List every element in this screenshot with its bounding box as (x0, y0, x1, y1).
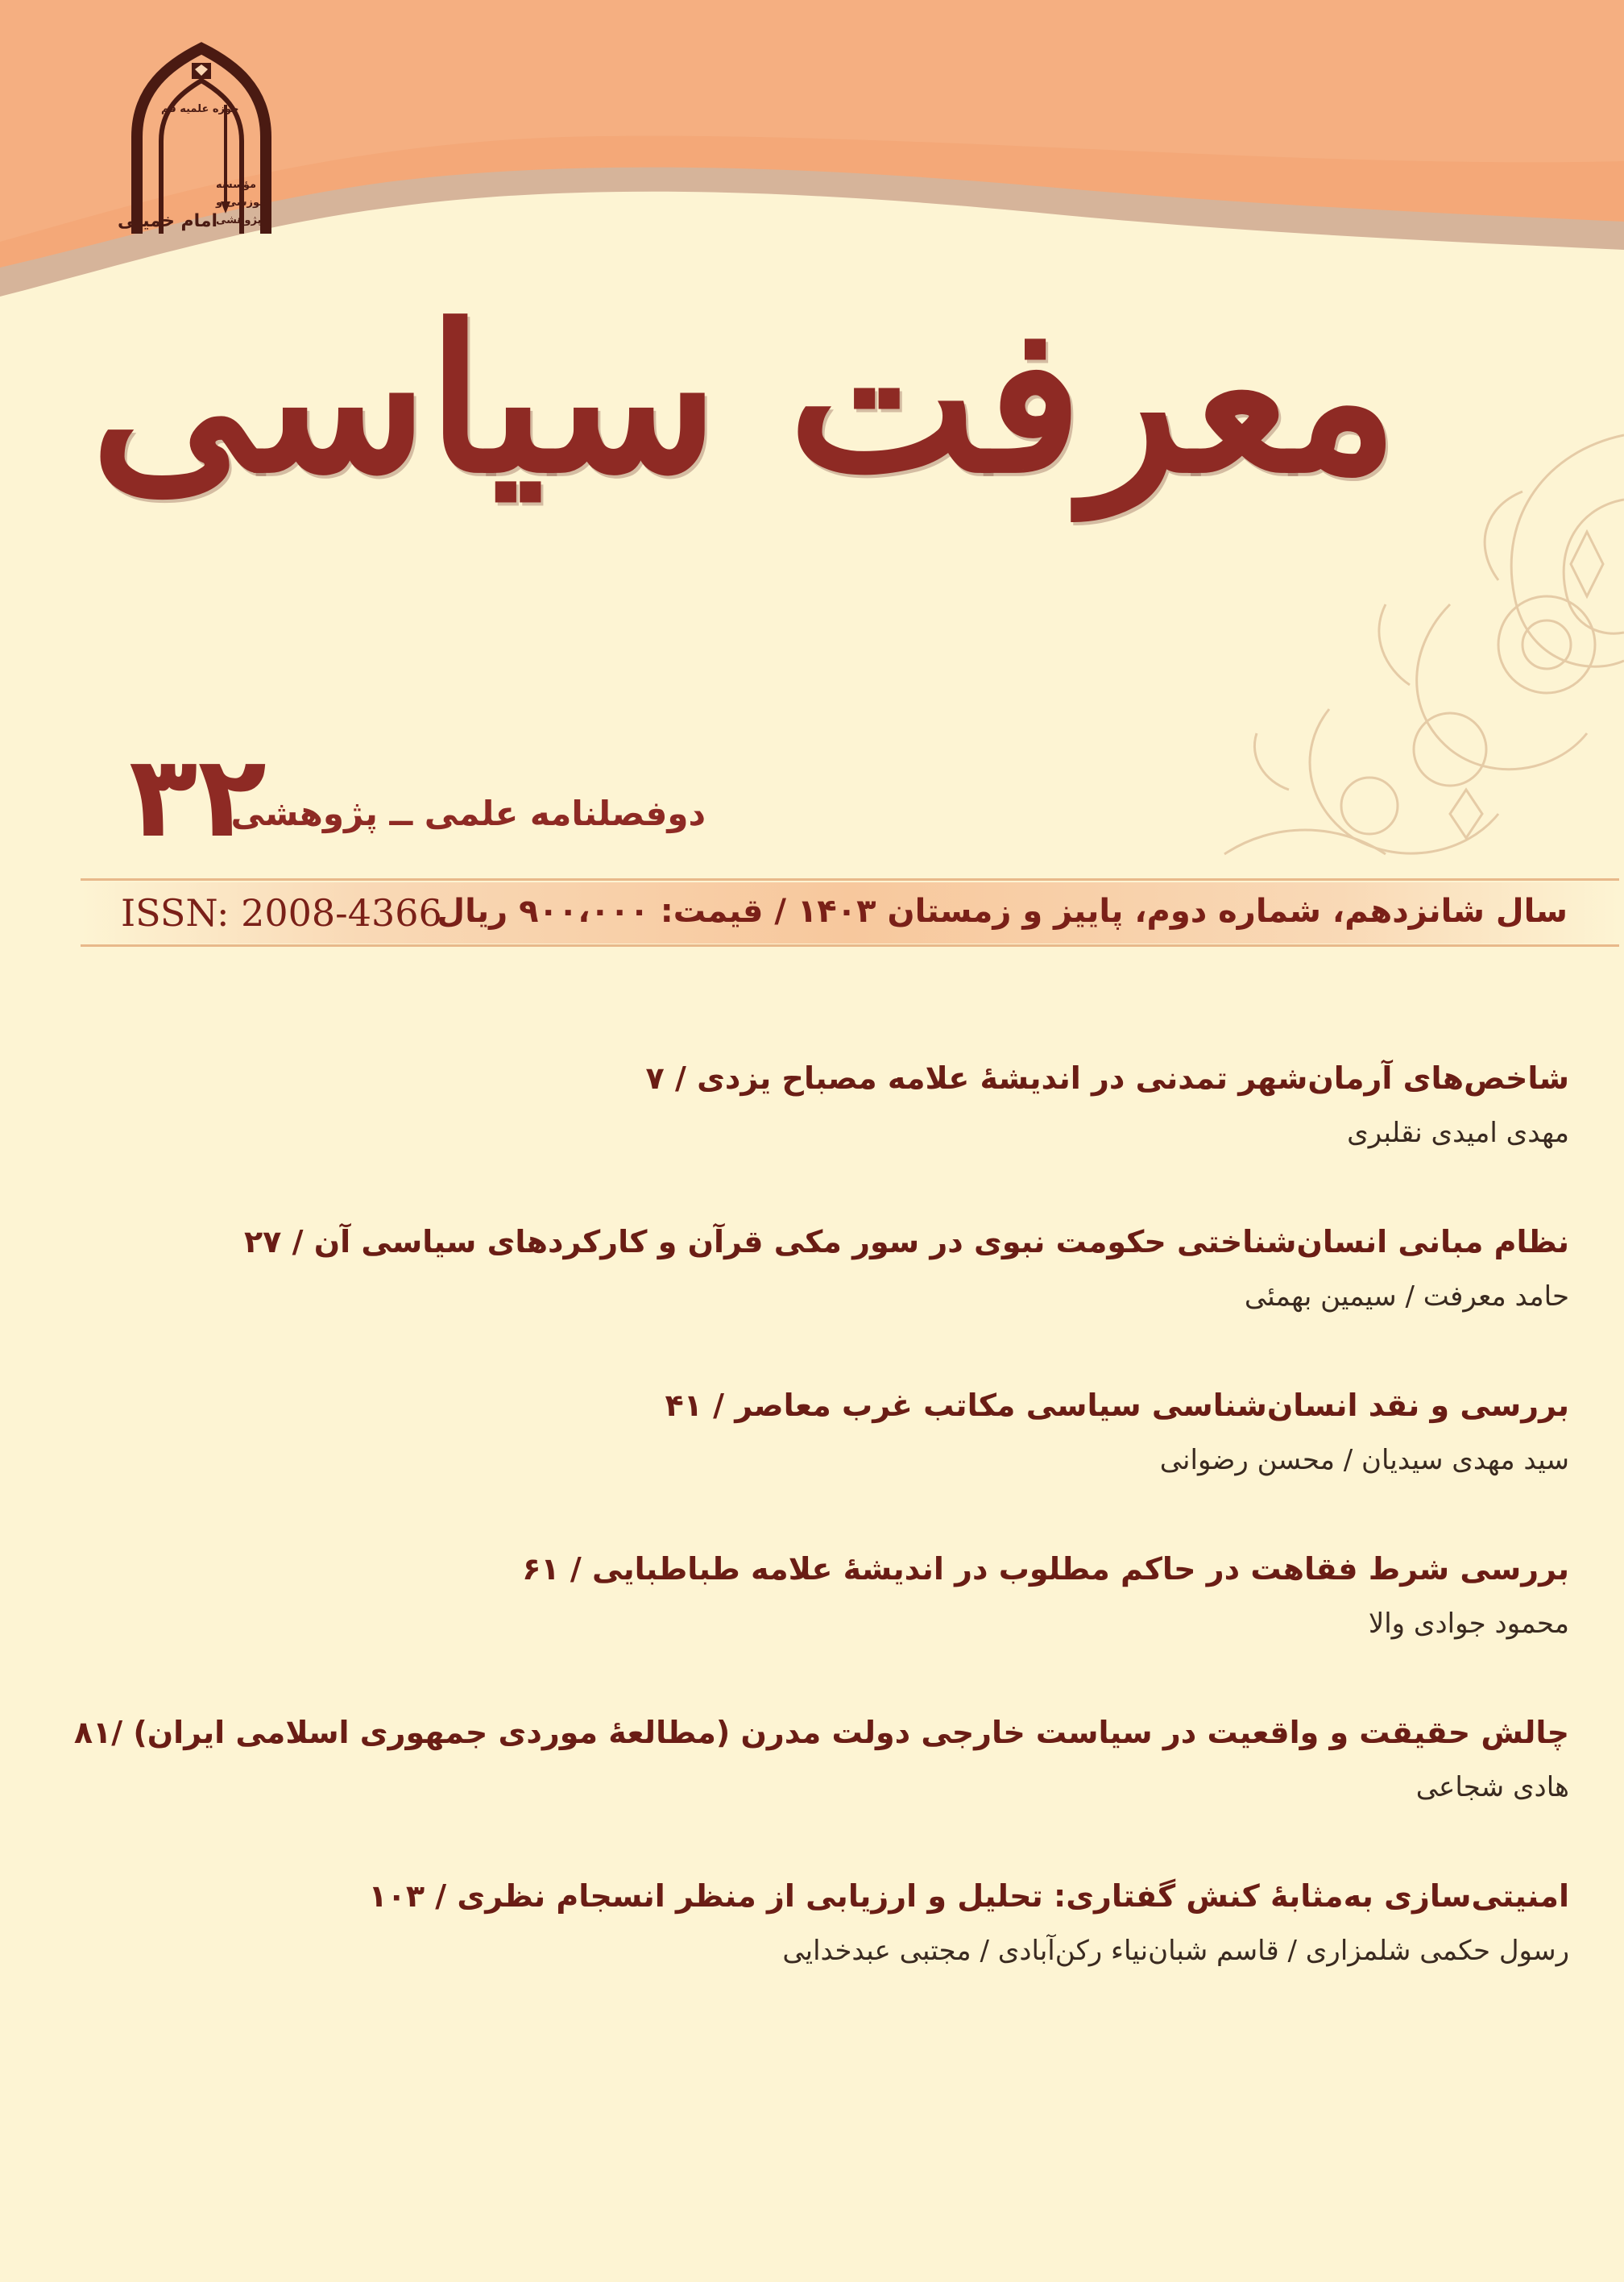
article-authors: مهدی امیدی نقلبری (1347, 1117, 1569, 1149)
toc-entry (119, 1873, 1569, 2037)
info-band-top-line (81, 878, 1619, 881)
article-title: امنیتی‌سازی به‌مثابهٔ کنش گفتاری: تحلیل و ارزیابی از منظر انسجام نظری / ۱۰۳ (368, 1878, 1569, 1914)
article-authors: رسول حکمی شلمزاری / قاسم شبان‌نیاء رکن‌آبادی / مجتبی عبدخدایی (782, 1935, 1569, 1967)
toc-entry (119, 1219, 1569, 1383)
table-of-contents (73, 1056, 1569, 2037)
toc-entry (119, 1383, 1569, 1546)
toc-entry (119, 1546, 1569, 1710)
logo-side-text-1: مؤسسه (216, 179, 257, 191)
logo-top-text: حوزه علمیه قم (161, 103, 239, 115)
article-title: شاخص‌های آرمان‌شهر تمدنی در اندیشهٔ علامه مصباح یزدی / ۷ (645, 1060, 1569, 1096)
journal-type: دوفصلنامه علمی ــ پژوهشی (230, 794, 706, 833)
article-authors: هادی شجاعی (1415, 1771, 1569, 1803)
logo-bottom-text: امام خمینی (118, 211, 218, 231)
article-authors: محمود جوادی والا (1368, 1608, 1569, 1640)
info-band-bottom-line (81, 944, 1619, 947)
article-authors: سید مهدی سیدیان / محسن رضوانی (1159, 1444, 1569, 1476)
article-title: بررسی شرط فقاهت در حاکم مطلوب در اندیشهٔ علامه طباطبایی / ۶۱ (522, 1551, 1569, 1587)
issue-number: ۳۲ (129, 732, 267, 863)
journal-title: معرفت سیاسی (90, 280, 1398, 517)
article-authors: حامد معرفت / سیمین بهمئی (1244, 1280, 1569, 1313)
logo-side-text-2: آموزشی و (216, 197, 270, 209)
issue-info: سال شانزدهم، شماره دوم، پاییز و زمستان ۱۴۰۳ / قیمت: ۹۰۰،۰۰۰ ریال (437, 893, 1568, 930)
article-title: چالش حقیقت و واقعیت در سیاست خارجی دولت مدرن (مطالعهٔ موردی جمهوری اسلامی ایران) /۸۱ (73, 1715, 1569, 1750)
toc-entry (73, 1710, 1569, 1873)
article-title: بررسی و نقد انسان‌شناسی سیاسی مکاتب غرب معاصر / ۴۱ (665, 1388, 1569, 1423)
toc-entry (119, 1056, 1569, 1219)
logo-side-text-3: پژوهشی (216, 214, 262, 226)
article-title: نظام مبانی انسان‌شناختی حکومت نبوی در سور مکی قرآن و کارکردهای سیاسی آن / ۲۷ (243, 1224, 1569, 1259)
issn: ISSN: 2008-4366 (121, 891, 442, 935)
